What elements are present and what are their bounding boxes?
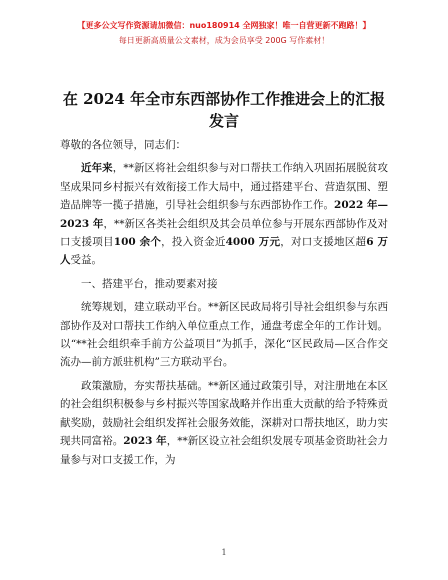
intro-text3: ，投入资金近 — [161, 236, 226, 249]
intro-text1: ，**新区将社会组织参与对口帮扶工作纳入巩固拓展脱贫攻坚成果同乡村振兴有效衔接工作大局中，通过搭建平台、营造氛围、塑造品牌等一揽子措施，引导社会组织参与东西部协作工作。 — [60, 162, 389, 212]
page-number: 1 — [221, 548, 227, 557]
promo-banner-line1: 【更多公文写作资源请加微信：nuo180914 全网独家！唯一自营更新不跑路！】 — [77, 21, 371, 30]
intro-text4: ，对口支援地区超 — [280, 236, 367, 249]
intro-count: 100 余个 — [113, 236, 162, 249]
intro-lead: 近年来 — [81, 162, 113, 175]
intro-years: 2022 年—2023 年 — [60, 199, 388, 230]
intro-text5: 受益。 — [70, 254, 102, 267]
section-heading-1: 一、搭建平台，推动要素对接 — [81, 277, 218, 290]
intro-people: 6 万人 — [60, 236, 389, 267]
paragraph-coordination: 统筹规划，建立联动平台。**新区民政局将引导社会组织参与东西部协作及对口帮扶工作纳入单位重点工作，通盘考虑全年的工作计划。以“**社会组织牵手前方公益项目”为抓手，深化“区民政局—区合作交流办—前方派驻机构”三方联动平台。 — [60, 301, 388, 369]
paragraph-policy — [60, 377, 388, 469]
policy-year: 2023 年 — [123, 435, 167, 448]
intro-paragraph — [60, 159, 388, 269]
policy-text2: ，**新区设立社会组织发展专项基金资助社会力量参与对口支援工作，为 — [60, 435, 389, 466]
promo-banner-line2: 每日更新高质量公文素材，成为会员享受 200G 写作素材！ — [118, 36, 330, 45]
intro-text2: ，**新区各类社会组织及其会员单位参与开展东西部协作及对口支援项目 — [60, 217, 388, 249]
intro-funds: 4000 万元 — [225, 236, 281, 249]
document-title: 在 2024 年全市东西部协作工作推进会上的汇报发言 — [62, 90, 386, 130]
policy-text1: 政策激励，夯实帮扶基础。**新区通过政策引导，对注册地在本区的社会组织积极参与乡村振兴等国家战略并作出重大贡献的给予特殊贡献奖励，鼓励社会组织发挥社会服务效能，深耕对口帮扶地区，助力实现共同富裕。 — [60, 379, 388, 448]
document-body — [60, 136, 388, 474]
salutation: 尊敬的各位领导，同志们： — [60, 139, 186, 151]
promo-banner — [0, 20, 448, 47]
